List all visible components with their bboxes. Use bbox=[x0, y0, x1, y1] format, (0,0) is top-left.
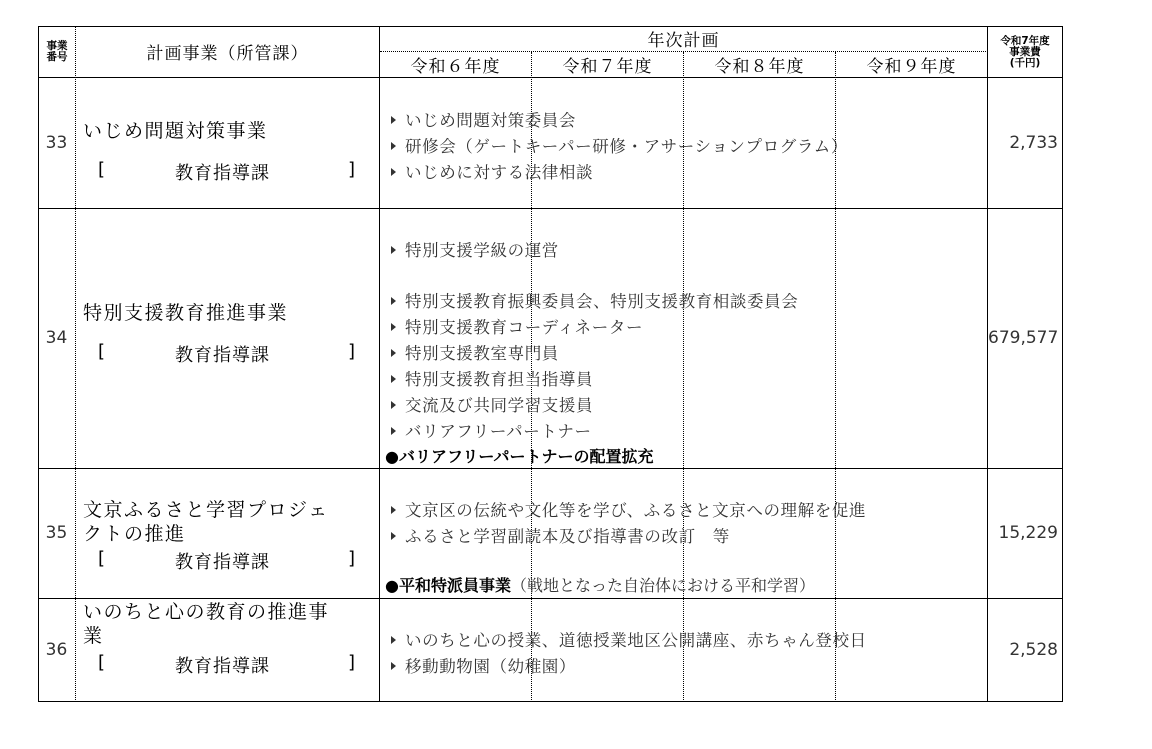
triangle-bullet-icon bbox=[391, 401, 396, 409]
header-year-3: 令和８年度 bbox=[714, 57, 805, 77]
col-divider bbox=[75, 26, 76, 702]
header-year-2: 令和７年度 bbox=[562, 57, 653, 77]
triangle-bullet-icon bbox=[391, 297, 396, 305]
triangle-bullet-icon bbox=[391, 349, 396, 357]
triangle-bullet-icon bbox=[391, 246, 396, 254]
plan-table bbox=[38, 26, 1063, 702]
project-title bbox=[83, 301, 288, 325]
plan-highlight-text: ●バリアフリーパートナーの配置拡充 bbox=[385, 447, 654, 466]
bracket-open: [ bbox=[98, 341, 106, 362]
bracket-open: [ bbox=[98, 159, 106, 180]
plan-item bbox=[383, 418, 592, 442]
plan-highlight-note: （戦地となった自治体における平和学習） bbox=[510, 576, 815, 595]
dept-name: 教育指導課 bbox=[175, 345, 270, 366]
plan-item-text: 特別支援教育振興委員会、特別支援教育相談委員会 bbox=[405, 292, 799, 311]
project-title-line: 文京ふるさと学習プロジェ bbox=[83, 499, 329, 521]
bracket-close: ] bbox=[348, 652, 356, 673]
header-no-line2: 番号 bbox=[46, 51, 68, 63]
row-divider bbox=[38, 468, 1063, 469]
cost-value: 15,229 bbox=[998, 523, 1058, 543]
plan-item-text: 交流及び共同学習支援員 bbox=[405, 396, 594, 415]
triangle-bullet-icon bbox=[391, 427, 396, 435]
header-cost bbox=[988, 29, 1062, 75]
cost-value: 2,733 bbox=[1009, 133, 1058, 153]
col-divider bbox=[987, 26, 988, 702]
row-divider bbox=[38, 598, 1063, 599]
project-title-line: クトの推進 bbox=[83, 523, 186, 545]
project-title bbox=[83, 498, 329, 546]
plan-item bbox=[383, 237, 559, 261]
plan-highlight-text: ●平和特派員事業 bbox=[385, 576, 511, 595]
project-title-line: いのちと心の教育の推進事 bbox=[83, 601, 330, 623]
plan-item bbox=[383, 159, 593, 183]
header-no bbox=[39, 32, 75, 72]
plan-item bbox=[383, 653, 576, 677]
plan-item-text: 特別支援教育担当指導員 bbox=[405, 370, 594, 389]
plan-item-text: ふるさと学習副読本及び指導書の改訂 等 bbox=[405, 527, 730, 546]
triangle-bullet-icon bbox=[391, 636, 396, 644]
table-border-bottom bbox=[38, 701, 1063, 702]
project-title-line: いじめ問題対策事業 bbox=[83, 120, 268, 142]
plan-item bbox=[383, 340, 559, 364]
plan-item-text: 研修会（ゲートキーパー研修・アサーションプログラム） bbox=[405, 137, 848, 156]
dept-name: 教育指導課 bbox=[175, 163, 270, 184]
plan-item-text: いのちと心の授業、道徳授業地区公開講座、赤ちゃん登校日 bbox=[405, 631, 867, 650]
header-plan: 年次計画 bbox=[647, 31, 720, 51]
plan-highlight bbox=[385, 444, 654, 467]
header-bottom bbox=[38, 77, 1063, 78]
cost-value: 679,577 bbox=[988, 328, 1059, 348]
row-number: 33 bbox=[45, 133, 68, 153]
table-border-right bbox=[1062, 26, 1063, 702]
bracket-close: ] bbox=[348, 548, 356, 569]
plan-item-text: いじめ問題対策委員会 bbox=[405, 111, 576, 130]
plan-item bbox=[383, 133, 848, 157]
plan-item-text: 特別支援教室専門員 bbox=[405, 344, 559, 363]
row-number: 36 bbox=[45, 640, 68, 660]
header-cost-line1: 令和7年度 bbox=[1000, 34, 1050, 47]
bracket-close: ] bbox=[348, 341, 356, 362]
project-title-line: 特別支援教育推進事業 bbox=[83, 302, 289, 324]
col-divider bbox=[379, 26, 380, 702]
plan-item bbox=[383, 497, 866, 521]
triangle-bullet-icon bbox=[391, 323, 396, 331]
plan-item bbox=[383, 366, 593, 390]
triangle-bullet-icon bbox=[391, 375, 396, 383]
plan-highlight bbox=[385, 573, 815, 596]
row-number: 35 bbox=[45, 523, 68, 543]
plan-item bbox=[383, 107, 576, 131]
triangle-bullet-icon bbox=[391, 168, 396, 176]
plan-item-text: 特別支援学級の運営 bbox=[405, 241, 559, 260]
bracket-open: [ bbox=[98, 652, 106, 673]
header-cost-line3: (千円) bbox=[1009, 56, 1041, 69]
cost-value: 2,528 bbox=[1009, 640, 1058, 660]
plan-item-text: いじめに対する法律相談 bbox=[405, 163, 594, 182]
plan-item bbox=[383, 627, 867, 651]
dept-name: 教育指導課 bbox=[175, 656, 270, 677]
dept-name: 教育指導課 bbox=[175, 552, 270, 573]
plan-item-text: 文京区の伝統や文化等を学び、ふるさと文京への理解を促進 bbox=[405, 501, 867, 520]
header-no-line1: 事業 bbox=[46, 40, 68, 52]
header-cost-line2: 事業費 bbox=[1009, 45, 1041, 58]
triangle-bullet-icon bbox=[391, 532, 396, 540]
plan-item-text: 特別支援教育コーディネーター bbox=[405, 318, 644, 337]
plan-item bbox=[383, 314, 643, 338]
triangle-bullet-icon bbox=[391, 662, 396, 670]
table-border-left bbox=[38, 26, 39, 702]
row-number: 34 bbox=[45, 328, 68, 348]
triangle-bullet-icon bbox=[391, 506, 396, 514]
header-project: 計画事業（所管課） bbox=[146, 44, 309, 64]
project-title bbox=[83, 119, 268, 143]
plan-item-text: バリアフリーパートナー bbox=[405, 422, 592, 441]
row-divider bbox=[38, 208, 1063, 209]
triangle-bullet-icon bbox=[391, 116, 396, 124]
plan-item-text: 移動動物園（幼稚園） bbox=[405, 657, 576, 676]
triangle-bullet-icon bbox=[391, 142, 396, 150]
plan-item bbox=[383, 288, 798, 312]
plan-item bbox=[383, 392, 593, 416]
plan-item bbox=[383, 523, 730, 547]
bracket-close: ] bbox=[348, 159, 356, 180]
bracket-open: [ bbox=[98, 548, 106, 569]
project-title-line: 業 bbox=[83, 625, 104, 647]
project-title bbox=[83, 600, 329, 648]
header-year-1: 令和６年度 bbox=[410, 57, 501, 77]
header-year-4: 令和９年度 bbox=[866, 57, 957, 77]
